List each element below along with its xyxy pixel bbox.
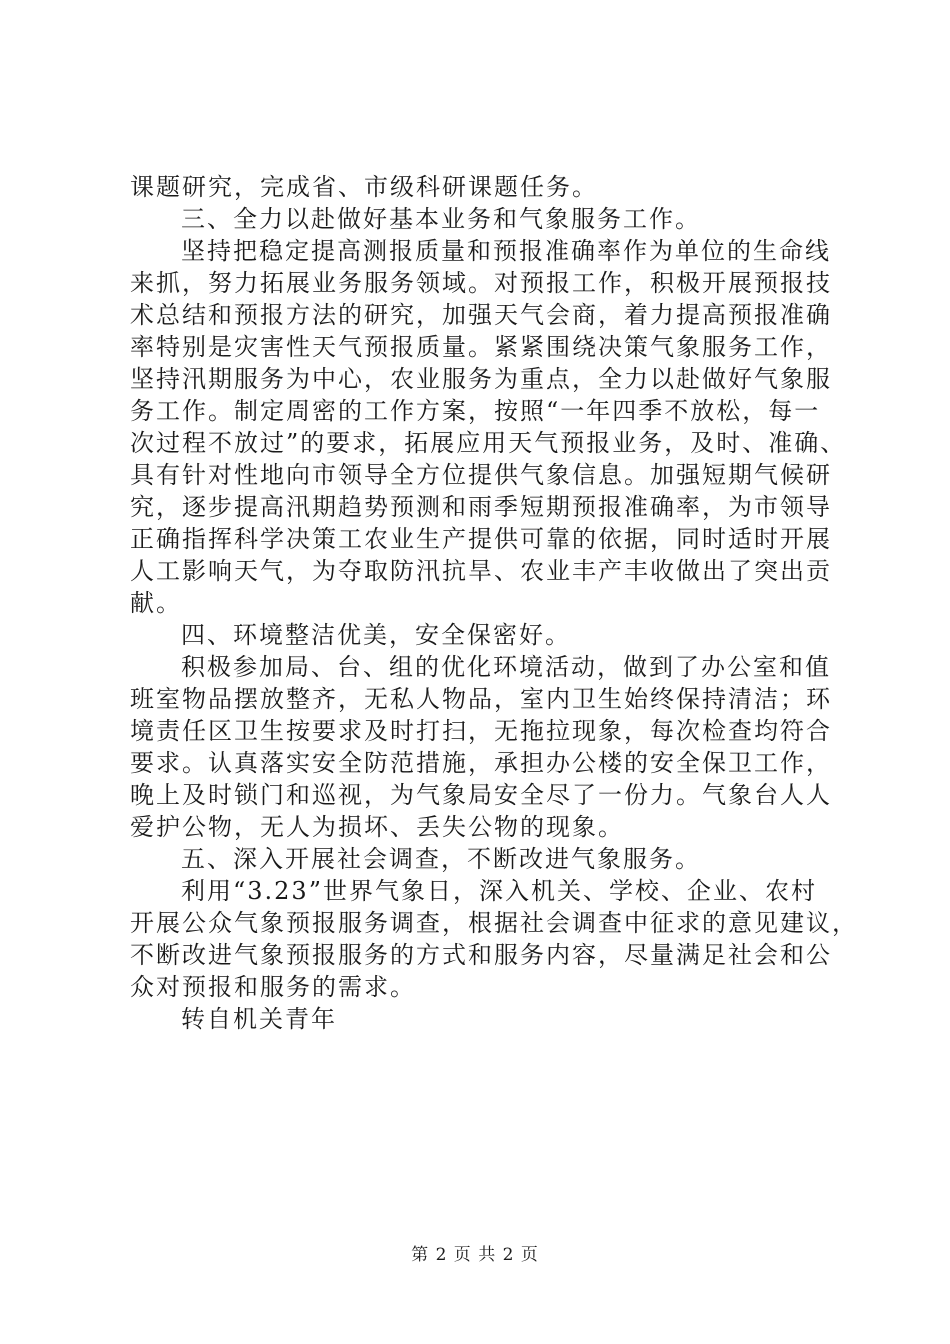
text-line: 不断改进气象预报服务的方式和服务内容，尽量满足社会和公: [130, 941, 832, 969]
text-line: 坚持汛期服务为中心，农业服务为重点，全力以赴做好气象服: [130, 365, 832, 393]
section-heading: 四、环境整洁优美，安全保密好。: [181, 621, 571, 649]
text-line: 开展公众气象预报服务调查，根据社会调查中征求的意见建议，: [130, 909, 858, 937]
text-line: 来抓，努力拓展业务服务领域。对预报工作，积极开展预报技: [130, 269, 832, 297]
text-line: 爱护公物，无人为损坏、丢失公物的现象。: [130, 813, 624, 841]
section-heading: 三、全力以赴做好基本业务和气象服务工作。: [181, 205, 701, 233]
text-line: 术总结和预报方法的研究，加强天气会商，着力提高预报准确: [130, 301, 832, 329]
text-line: 次过程不放过”的要求，拓展应用天气预报业务，及时、准确、: [130, 429, 847, 457]
source-note: 转自机关青年: [181, 1005, 337, 1033]
section-heading: 五、深入开展社会调查，不断改进气象服务。: [181, 845, 701, 873]
text-line: 众对预报和服务的需求。: [130, 973, 416, 1001]
text-line: 务工作。制定周密的工作方案，按照“一年四季不放松，每一: [130, 397, 821, 425]
text-line: 境责任区卫生按要求及时打扫，无拖拉现象，每次检查均符合: [130, 717, 832, 745]
text-line: 班室物品摆放整齐，无私人物品，室内卫生始终保持清洁；环: [130, 685, 832, 713]
text-line: 率特别是灾害性天气预报质量。紧紧围绕决策气象服务工作，: [130, 333, 832, 361]
text-line: 利用“3.23”世界气象日，深入机关、学校、企业、农村: [181, 877, 817, 905]
text-line: 晚上及时锁门和巡视，为气象局安全尽了一份力。气象台人人: [130, 781, 832, 809]
text-line: 献。: [130, 589, 182, 617]
text-line: 课题研究，完成省、市级科研课题任务。: [130, 173, 598, 201]
text-line: 人工影响天气，为夺取防汛抗旱、农业丰产丰收做出了突出贡: [130, 557, 832, 585]
text-line: 究，逐步提高汛期趋势预测和雨季短期预报准确率，为市领导: [130, 493, 832, 521]
document-body: [130, 171, 858, 1035]
page-number-footer: 第 2 页 共 2 页: [411, 1245, 539, 1265]
text-line: 坚持把稳定提高测报质量和预报准确率作为单位的生命线: [181, 237, 831, 265]
text-line: 积极参加局、台、组的优化环境活动，做到了办公室和值: [181, 653, 831, 681]
text-line: 正确指挥科学决策工农业生产提供可靠的依据，同时适时开展: [130, 525, 832, 553]
text-line: 具有针对性地向市领导全方位提供气象信息。加强短期气候研: [130, 461, 832, 489]
text-line: 要求。认真落实安全防范措施，承担办公楼的安全保卫工作，: [130, 749, 832, 777]
